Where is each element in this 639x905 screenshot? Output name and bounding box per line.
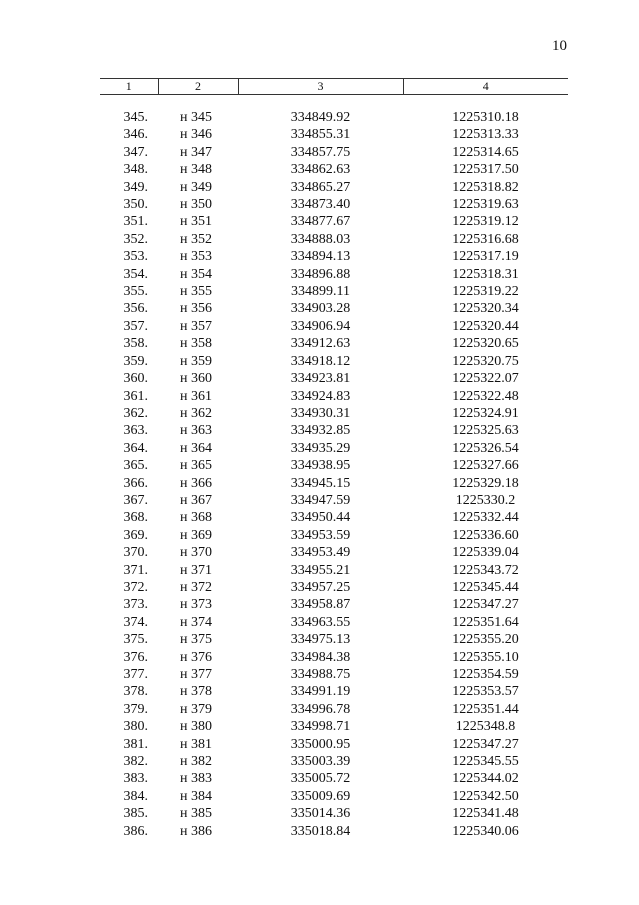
y-coordinate: 1225320.65 <box>452 336 519 352</box>
x-coordinate: 334894.13 <box>290 249 351 265</box>
row-number: 385. <box>123 806 148 822</box>
row-number: 358. <box>123 336 148 352</box>
row-number: 373. <box>123 597 148 613</box>
point-name: н 369 <box>180 527 212 543</box>
table-row <box>100 335 568 352</box>
row-number: 355. <box>123 284 148 300</box>
table-row <box>100 266 568 283</box>
table-row <box>100 126 568 143</box>
x-coordinate: 334906.94 <box>290 318 351 334</box>
y-coordinate: 1225336.60 <box>452 527 519 543</box>
point-name: н 372 <box>180 579 212 595</box>
y-coordinate: 1225351.44 <box>452 701 519 717</box>
row-number: 356. <box>123 301 148 317</box>
table-row <box>100 736 568 753</box>
point-name: н 363 <box>180 423 212 439</box>
row-number: 377. <box>123 667 148 682</box>
point-name: н 346 <box>180 127 212 143</box>
point-name: н 349 <box>180 179 212 195</box>
table-row <box>100 718 568 735</box>
y-coordinate: 1225317.19 <box>452 249 519 265</box>
y-coordinate: 1225348.8 <box>455 719 516 735</box>
row-number: 348. <box>123 162 148 178</box>
point-name: н 386 <box>180 823 212 839</box>
y-coordinate: 1225354.59 <box>452 667 519 682</box>
table-row <box>100 144 568 161</box>
x-coordinate: 334912.63 <box>290 336 351 352</box>
row-number: 372. <box>123 579 148 595</box>
table-row <box>100 318 568 335</box>
table-row <box>100 161 568 178</box>
row-number: 352. <box>123 231 148 247</box>
table-row <box>100 770 568 787</box>
table-row <box>100 475 568 492</box>
x-coordinate: 334930.31 <box>290 405 351 421</box>
y-coordinate: 1225318.31 <box>452 266 519 282</box>
y-coordinate: 1225319.63 <box>452 197 519 213</box>
row-number: 363. <box>123 423 148 439</box>
y-coordinate: 1225355.20 <box>452 632 519 648</box>
x-coordinate: 334955.21 <box>290 562 351 578</box>
row-number: 376. <box>123 649 148 665</box>
x-coordinate: 334873.40 <box>290 197 351 213</box>
row-number: 357. <box>123 318 148 334</box>
table-row <box>100 440 568 457</box>
y-coordinate: 1225318.82 <box>452 179 519 195</box>
y-coordinate: 1225344.02 <box>452 771 519 787</box>
point-name: н 376 <box>180 649 212 665</box>
x-coordinate: 335000.95 <box>290 736 351 752</box>
point-name: н 351 <box>180 214 212 230</box>
row-number: 347. <box>123 144 148 160</box>
y-coordinate: 1225313.33 <box>452 127 519 143</box>
point-name: н 373 <box>180 597 212 613</box>
table-row <box>100 649 568 666</box>
point-name: н 348 <box>180 162 212 178</box>
row-number: 364. <box>123 440 148 456</box>
x-coordinate: 335009.69 <box>290 788 351 804</box>
point-name: н 366 <box>180 475 212 491</box>
y-coordinate: 1225327.66 <box>452 458 519 474</box>
y-coordinate: 1225339.04 <box>452 545 519 561</box>
table-row <box>100 544 568 561</box>
row-number: 375. <box>123 632 148 648</box>
page-number: 10 <box>552 38 567 54</box>
row-number: 369. <box>123 527 148 543</box>
y-coordinate: 1225330.2 <box>455 492 516 508</box>
x-coordinate: 334984.38 <box>290 649 351 665</box>
x-coordinate: 334896.88 <box>290 266 351 282</box>
table-row <box>100 388 568 405</box>
table-row <box>100 683 568 700</box>
point-name: н 381 <box>180 736 212 752</box>
table-row <box>100 509 568 526</box>
y-coordinate: 1225320.34 <box>452 301 519 317</box>
table-row <box>100 562 568 579</box>
point-name: н 345 <box>180 110 212 125</box>
table-row <box>100 283 568 300</box>
point-name: н 355 <box>180 284 212 300</box>
point-name: н 385 <box>180 806 212 822</box>
point-name: н 365 <box>180 458 212 474</box>
y-coordinate: 1225320.75 <box>452 353 519 369</box>
row-number: 366. <box>123 475 148 491</box>
table-row <box>100 805 568 822</box>
row-number: 380. <box>123 719 148 735</box>
row-number: 361. <box>123 388 148 404</box>
table-row <box>100 95 568 127</box>
point-name: н 378 <box>180 684 212 700</box>
x-coordinate: 334857.75 <box>290 144 351 160</box>
y-coordinate: 1225342.50 <box>452 788 519 804</box>
y-coordinate: 1225345.44 <box>452 579 519 595</box>
table-row <box>100 527 568 544</box>
row-number: 354. <box>123 266 148 282</box>
table-row <box>100 631 568 648</box>
table-row <box>100 300 568 317</box>
point-name: н 380 <box>180 719 212 735</box>
row-number: 370. <box>123 545 148 561</box>
table-row <box>100 492 568 509</box>
header-col-2: 2 <box>158 79 238 95</box>
table-row <box>100 596 568 613</box>
row-number: 362. <box>123 405 148 421</box>
row-number: 351. <box>123 214 148 230</box>
y-coordinate: 1225317.50 <box>452 162 519 178</box>
table-row <box>100 579 568 596</box>
table-row <box>100 614 568 631</box>
x-coordinate: 334953.49 <box>290 545 351 561</box>
x-coordinate: 334855.31 <box>290 127 351 143</box>
x-coordinate: 334888.03 <box>290 231 351 247</box>
point-name: н 382 <box>180 754 212 770</box>
point-name: н 364 <box>180 440 212 456</box>
x-coordinate: 334945.15 <box>290 475 351 491</box>
table-row <box>100 422 568 439</box>
y-coordinate: 1225310.18 <box>452 110 519 125</box>
row-number: 384. <box>123 788 148 804</box>
table-row <box>100 405 568 422</box>
point-name: н 370 <box>180 545 212 561</box>
x-coordinate: 334932.85 <box>290 423 351 439</box>
point-name: н 384 <box>180 788 212 804</box>
row-number: 382. <box>123 754 148 770</box>
y-coordinate: 1225322.07 <box>452 371 519 387</box>
y-coordinate: 1225347.27 <box>452 597 519 613</box>
y-coordinate: 1225345.55 <box>452 754 519 770</box>
x-coordinate: 334849.92 <box>290 110 351 125</box>
y-coordinate: 1225355.10 <box>452 649 519 665</box>
table-row <box>100 231 568 248</box>
point-name: н 362 <box>180 405 212 421</box>
table-row <box>100 823 568 840</box>
row-number: 365. <box>123 458 148 474</box>
table-row <box>100 701 568 718</box>
y-coordinate: 1225341.48 <box>452 806 519 822</box>
row-number: 353. <box>123 249 148 265</box>
table-row <box>100 788 568 805</box>
x-coordinate: 334958.87 <box>290 597 351 613</box>
point-name: н 383 <box>180 771 212 787</box>
y-coordinate: 1225329.18 <box>452 475 519 491</box>
point-name: н 356 <box>180 301 212 317</box>
x-coordinate: 334899.11 <box>291 284 350 300</box>
point-name: н 352 <box>180 231 212 247</box>
point-name: н 367 <box>180 492 212 508</box>
row-number: 374. <box>123 614 148 630</box>
y-coordinate: 1225343.72 <box>452 562 519 578</box>
x-coordinate: 334963.55 <box>290 614 351 630</box>
table-row <box>100 213 568 230</box>
row-number: 383. <box>123 771 148 787</box>
x-coordinate: 334923.81 <box>290 371 351 387</box>
x-coordinate: 334957.25 <box>290 579 351 595</box>
row-number: 349. <box>123 179 148 195</box>
y-coordinate: 1225314.65 <box>452 144 519 160</box>
row-number: 359. <box>123 353 148 369</box>
point-name: н 371 <box>180 562 212 578</box>
x-coordinate: 334996.78 <box>290 701 351 717</box>
y-coordinate: 1225319.12 <box>452 214 519 230</box>
x-coordinate: 334947.59 <box>290 492 351 508</box>
header-row <box>100 79 568 95</box>
y-coordinate: 1225316.68 <box>452 231 519 247</box>
row-number: 378. <box>123 684 148 700</box>
table-row <box>100 370 568 387</box>
x-coordinate: 335018.84 <box>290 823 351 839</box>
point-name: н 375 <box>180 632 212 648</box>
y-coordinate: 1225324.91 <box>452 405 519 421</box>
x-coordinate: 334950.44 <box>290 510 351 526</box>
y-coordinate: 1225351.64 <box>452 614 519 630</box>
y-coordinate: 1225319.22 <box>452 284 519 300</box>
y-coordinate: 1225320.44 <box>452 318 519 334</box>
header-col-1: 1 <box>100 79 158 95</box>
row-number: 379. <box>123 701 148 717</box>
point-name: н 377 <box>180 667 212 682</box>
row-number: 345. <box>123 110 148 125</box>
point-name: н 368 <box>180 510 212 526</box>
x-coordinate: 335005.72 <box>290 771 351 787</box>
point-name: н 347 <box>180 144 212 160</box>
row-number: 368. <box>123 510 148 526</box>
x-coordinate: 335014.36 <box>290 806 351 822</box>
point-name: н 350 <box>180 197 212 213</box>
point-name: н 374 <box>180 614 212 630</box>
x-coordinate: 334935.29 <box>290 440 351 456</box>
point-name: н 353 <box>180 249 212 265</box>
point-name: н 354 <box>180 266 212 282</box>
y-coordinate: 1225353.57 <box>452 684 519 700</box>
x-coordinate: 334975.13 <box>290 632 351 648</box>
point-name: н 361 <box>180 388 212 404</box>
x-coordinate: 334862.63 <box>290 162 351 178</box>
y-coordinate: 1225325.63 <box>452 423 519 439</box>
point-name: н 379 <box>180 701 212 717</box>
row-number: 360. <box>123 371 148 387</box>
row-number: 386. <box>123 823 148 839</box>
x-coordinate: 334903.28 <box>290 301 351 317</box>
table-row <box>100 353 568 370</box>
x-coordinate: 334924.83 <box>290 388 351 404</box>
point-name: н 359 <box>180 353 212 369</box>
table-row <box>100 666 568 683</box>
y-coordinate: 1225347.27 <box>452 736 519 752</box>
x-coordinate: 334998.71 <box>290 719 351 735</box>
y-coordinate: 1225322.48 <box>452 388 519 404</box>
header-col-4: 4 <box>403 79 568 95</box>
table-row <box>100 196 568 213</box>
x-coordinate: 334938.95 <box>290 458 351 474</box>
table-row <box>100 248 568 265</box>
x-coordinate: 334865.27 <box>290 179 351 195</box>
coordinates-table <box>100 78 568 840</box>
table-row <box>100 753 568 770</box>
table-row <box>100 179 568 196</box>
row-number: 346. <box>123 127 148 143</box>
y-coordinate: 1225340.06 <box>452 823 519 839</box>
x-coordinate: 334988.75 <box>290 667 351 682</box>
x-coordinate: 334918.12 <box>290 353 351 369</box>
x-coordinate: 334953.59 <box>290 527 351 543</box>
table-body <box>100 95 568 841</box>
point-name: н 358 <box>180 336 212 352</box>
header-col-3: 3 <box>238 79 403 95</box>
y-coordinate: 1225326.54 <box>452 440 519 456</box>
row-number: 371. <box>123 562 148 578</box>
table-row <box>100 457 568 474</box>
row-number: 350. <box>123 197 148 213</box>
row-number: 381. <box>123 736 148 752</box>
row-number: 367. <box>123 492 148 508</box>
x-coordinate: 334877.67 <box>290 214 351 230</box>
coordinates-table-container <box>100 78 568 840</box>
point-name: н 360 <box>180 371 212 387</box>
x-coordinate: 335003.39 <box>290 754 351 770</box>
table-header <box>100 79 568 95</box>
x-coordinate: 334991.19 <box>290 684 351 700</box>
y-coordinate: 1225332.44 <box>452 510 519 526</box>
point-name: н 357 <box>180 318 212 334</box>
